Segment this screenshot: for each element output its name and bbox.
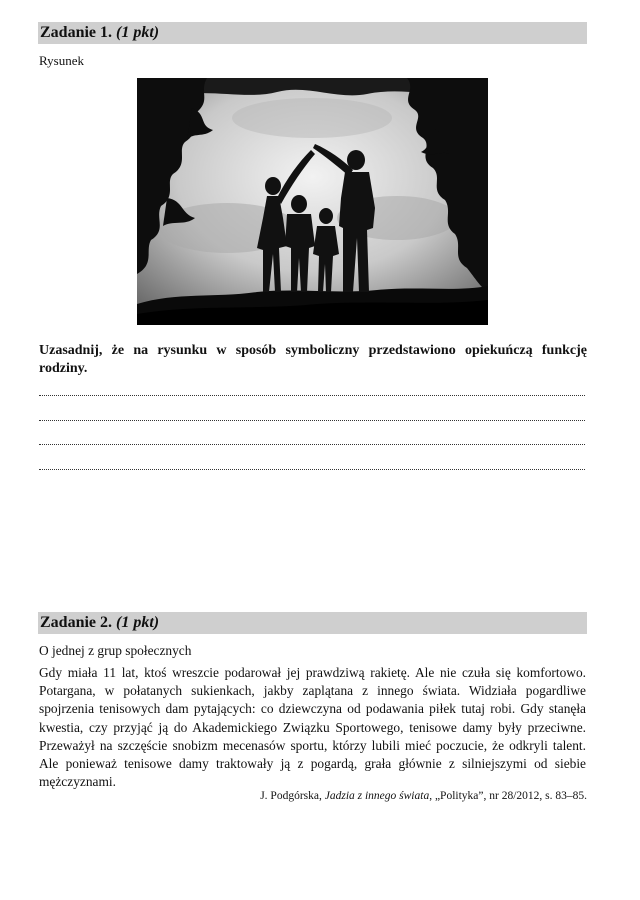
citation-source: , „Polityka”, nr 28/2012, s. 83–85.: [429, 790, 587, 802]
citation-author: J. Podgórska,: [260, 790, 322, 802]
answer-line[interactable]: [39, 395, 585, 396]
task-1-header: [38, 22, 587, 44]
task-2-points: (1 pkt): [116, 614, 160, 631]
task-1-title: Zadanie 1.: [40, 24, 113, 41]
task-1-question: Uzasadnij, że na rysunku w sposób symboliczny przedstawiono opiekuńczą funkcję rodziny.: [39, 343, 587, 376]
figure-label: Rysunek: [39, 53, 84, 68]
citation-title: Jadzia z innego świata: [324, 790, 430, 802]
task-2-title: Zadanie 2.: [40, 614, 113, 631]
task-1-points: (1 pkt): [116, 24, 160, 41]
answer-line[interactable]: [39, 444, 585, 445]
passage-text: Gdy miała 11 lat, ktoś wreszcie podarował jej prawdziwą rakietę. Ale nie czuła się komfortowo. Potargana, w połatanych sukienkach, jakby zaplątana z innego świata. Widziała pogardliwe spojrzenia tenisowych dam pytających: co dziewczyna od podawania piłek tutaj robi. Gdy stanęła kwestia, czy przyjąć ją do Akademickiego Związku Sportowego, tenisowe damy były przeciwne. Przeważył na szczęście snobizm mecenasów sportu, którzy lubili mieć poczucie, że odkryli talent. Ale ponieważ tenisowe damy traktowały ją z pogardą, grała głównie z silniejszymi od siebie mężczyznami.: [39, 665, 586, 790]
passage-heading: O jednej z grup społecznych: [39, 643, 192, 658]
answer-line[interactable]: [39, 469, 585, 470]
answer-line[interactable]: [39, 420, 585, 421]
family-silhouette-image: [137, 78, 488, 325]
task-2-header: [38, 612, 587, 634]
passage-citation: [260, 790, 587, 802]
